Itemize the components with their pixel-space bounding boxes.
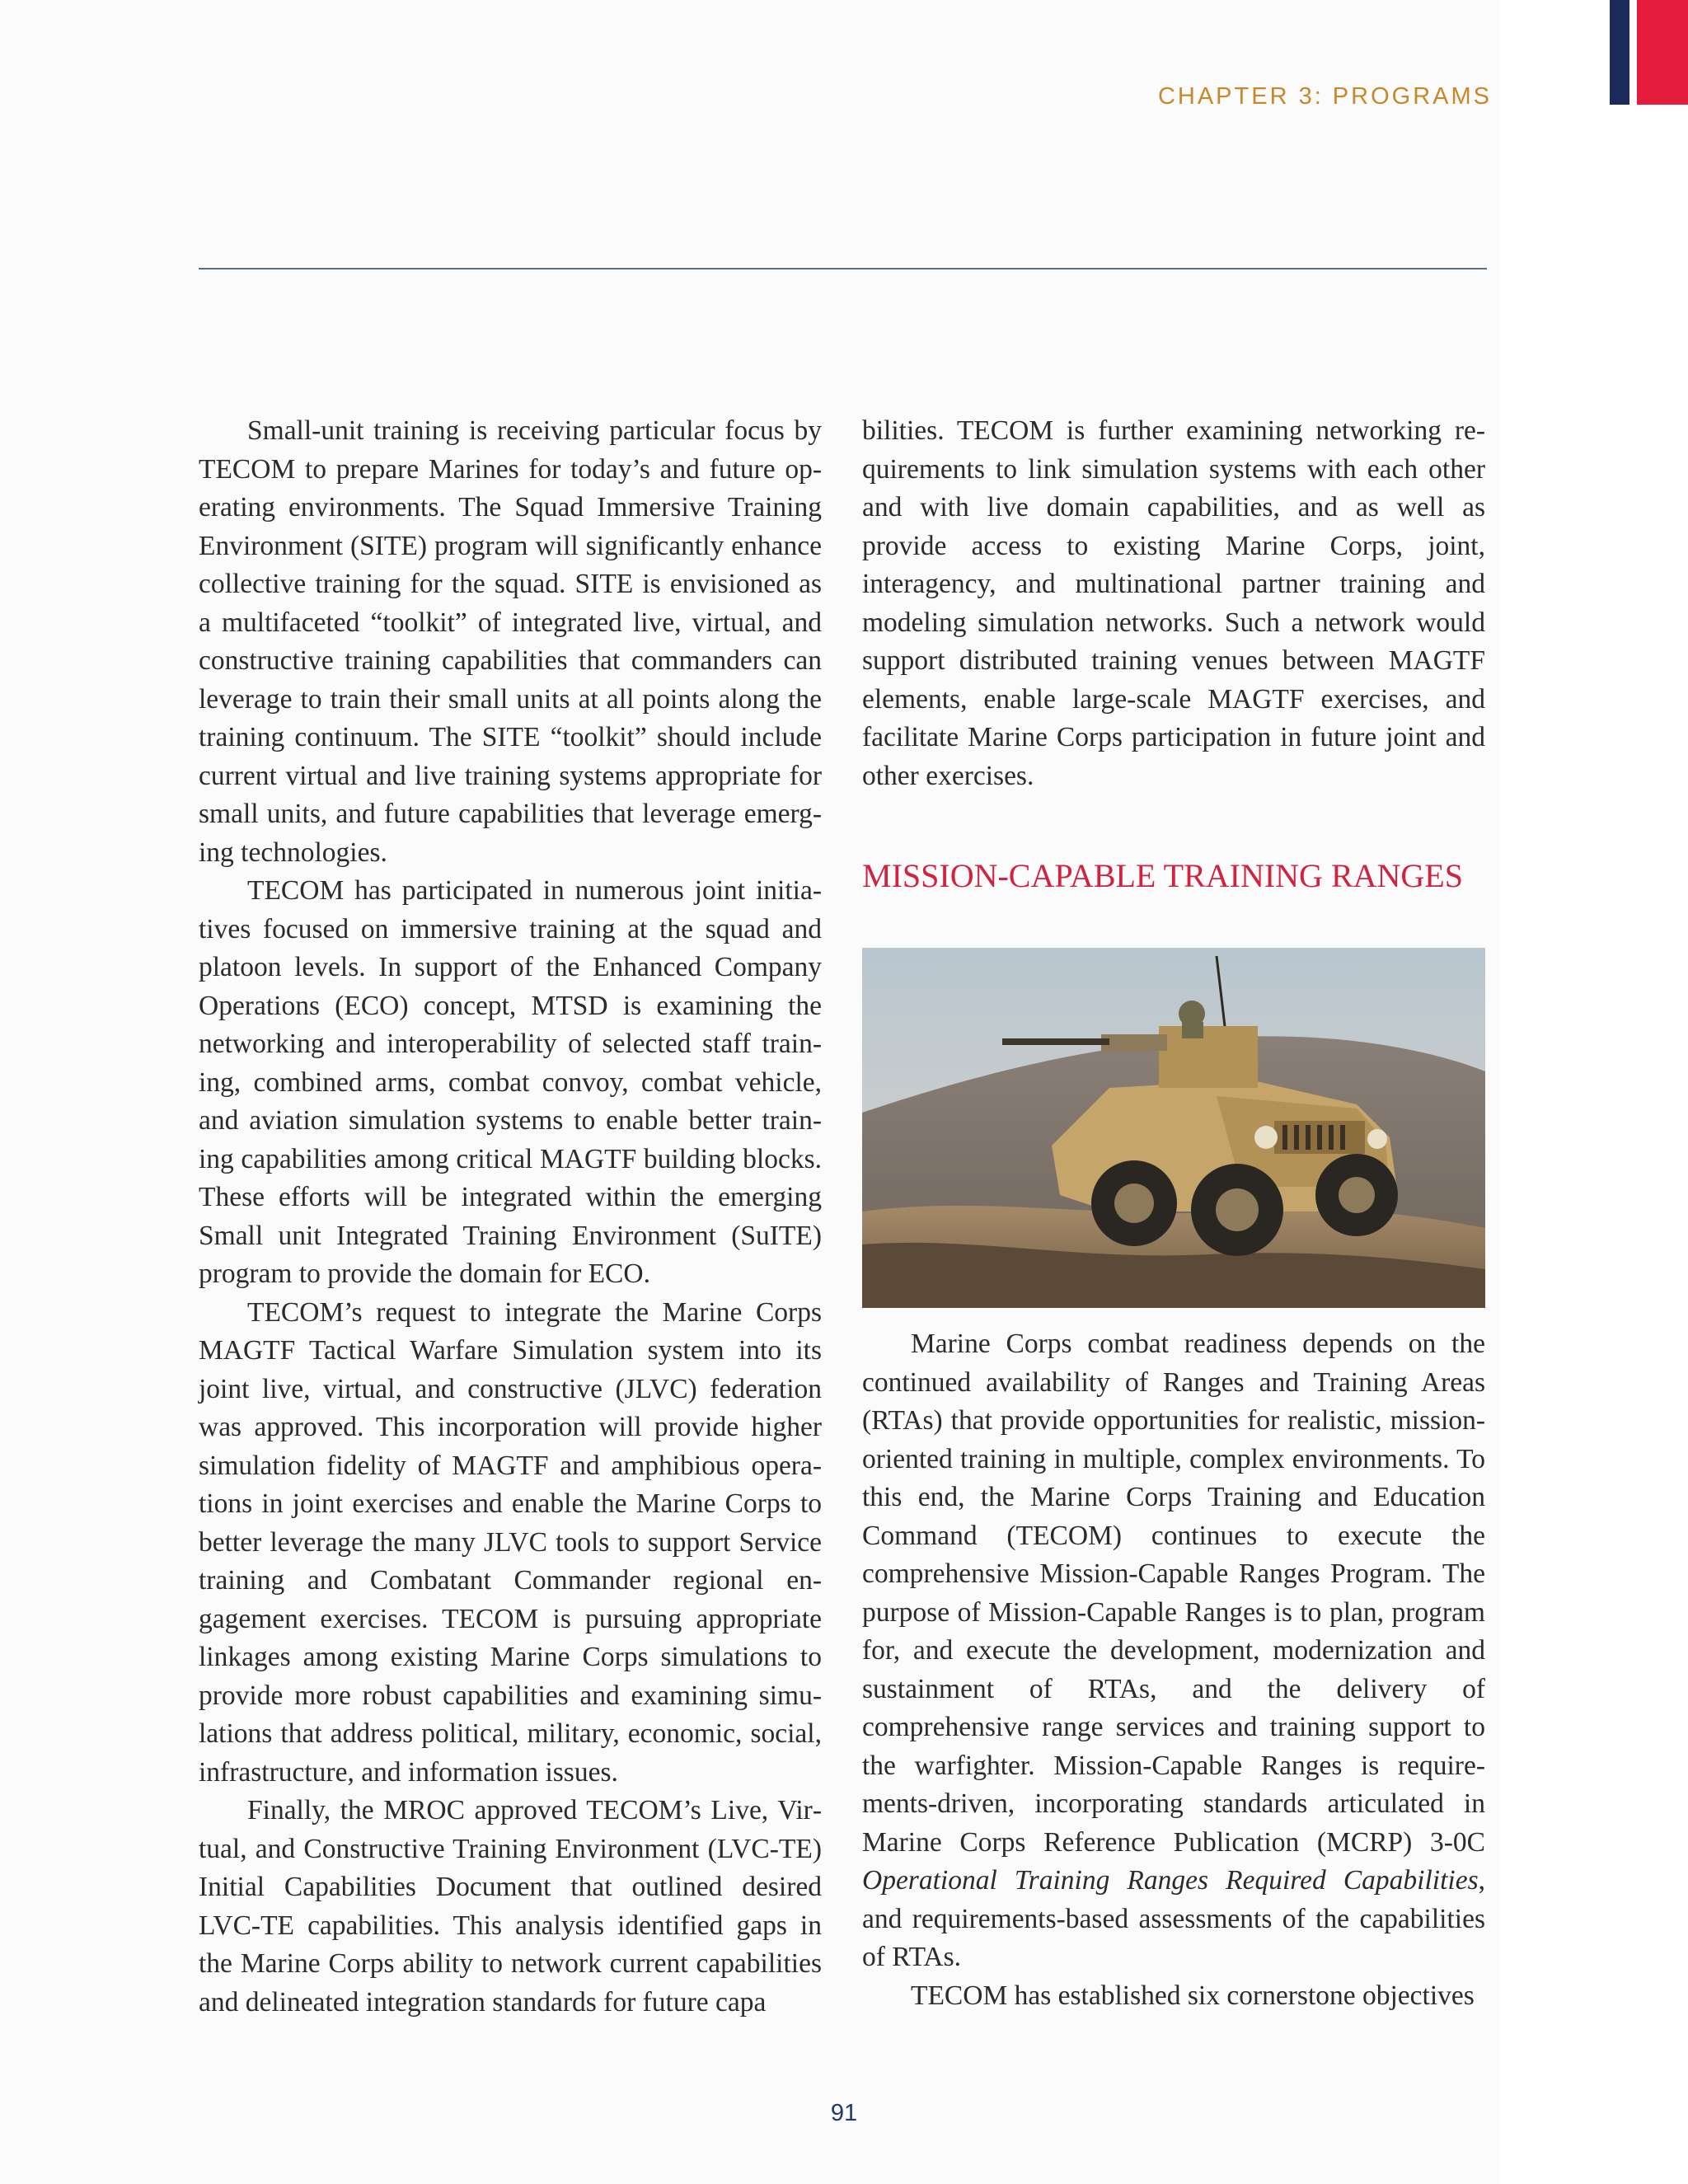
body-paragraph: Small-unit training is receiving particular focus by TECOM to prepare Marines for today’s and future operating environments. The Squad Immersive Training Environment (SITE) program will significantly enhance collective training for the squad. SITE is envisioned as a multifaceted “toolkit” of integrated live, virtual, and constructive training capabilities that commanders can leverage to train their small units at all points along the training continuum. The SITE “toolkit” should include current virtual and live training systems appropriate for small units, and future capabilities that leverage emerging technologies. [199, 415, 822, 868]
right-column-bottom [862, 1325, 1485, 2015]
running-head: CHAPTER 3: PROGRAMS [1157, 83, 1492, 110]
paragraph-text: , and requirements-based assessments of the capabilities of RTAs. [862, 1865, 1485, 1972]
humvee-photo [862, 948, 1485, 1308]
body-paragraph: TECOM has established six cornerstone objectives [911, 1980, 1475, 2011]
page-number: 91 [830, 2100, 858, 2126]
body-paragraph: TECOM’s request to integrate the Marine Corps MAGTF Tactical Warfare Simulation system into its joint live, virtual, and constructive (JLVC) federation was approved. This incorporation will provide higher simulation fidelity of MAGTF and amphibious operations in joint exercises and enable the Marine Corps to better leverage the many JLVC tools to support Service training and Combatant Commander regional engagement exercises. TECOM is pursuing appropriate linkages among existing Marine Corps simulations to provide more robust capabilities and examining simulations that address political, military, economic, social, infrastructure, and information issues. [199, 1296, 822, 1788]
header-rule [199, 268, 1487, 269]
chapter-tab-navy [1610, 0, 1629, 105]
body-paragraph: Finally, the MROC approved TECOM’s Live, Virtual, and Constructive Training Environment (LVC-TE) Initial Capabilities Document that outlined desired LVC-TE capabilities. This analysis identified gaps in the Marine Corps ability to network current capabilities and delineated integration standards for future capa [199, 1795, 822, 2018]
body-paragraph: TECOM has participated in numerous joint initiatives focused on immersive training at the squad and platoon levels. In support of the Enhanced Company Operations (ECO) concept, MTSD is examining the networking and interoperability of selected staff training, combined arms, combat convoy, combat vehicle, and aviation simulation systems to enable better training capabilities among critical MAGTF building blocks. These efforts will be integrated within the emerging Small unit Integrated Training Environment (SuITE) program to provide the domain for ECO. [199, 875, 822, 1289]
chapter-tab-red [1637, 0, 1688, 105]
left-column [199, 412, 822, 2022]
paragraph-text: Marine Corps combat readiness depends on the continued availability of Ranges and Training Areas (RTAs) that provide opportunities for realistic, mission-oriented training in multiple, complex environments. To this end, the Marine Corps Training and Education Command (TECOM) continues to execute the comprehensive Mission-Capable Ranges Program. The purpose of Mission-Capable Ranges is to plan, program for, and execute the development, modernization and sustainment of RTAs, and the delivery of comprehensive range services and training support to the warfighter. Mission-Capable Ranges is requirements-driven, incorporating standards articulated in Marine Corps Reference Publication (MCRP) 3-0C [862, 1329, 1485, 1858]
body-paragraph [862, 1325, 1485, 1977]
section-heading: MISSION-CAPABLE TRAINING RANGES [862, 857, 1463, 894]
publication-title: Operational Training Ranges Required Capabilities [862, 1865, 1479, 1896]
continuation-paragraph: bilities. TECOM is further examining networking requirements to link simulation systems with each other and with live domain capabilities, and as well as provide access to existing Marine Corps, joint, interagency, and multinational partner training and modeling simulation networks. Such a network would support distributed training venues between MAGTF elements, enable large-scale MAGTF exercises, and facilitate Marine Corps participation in future joint and other exercises. [862, 415, 1485, 791]
right-column-top [862, 412, 1485, 795]
